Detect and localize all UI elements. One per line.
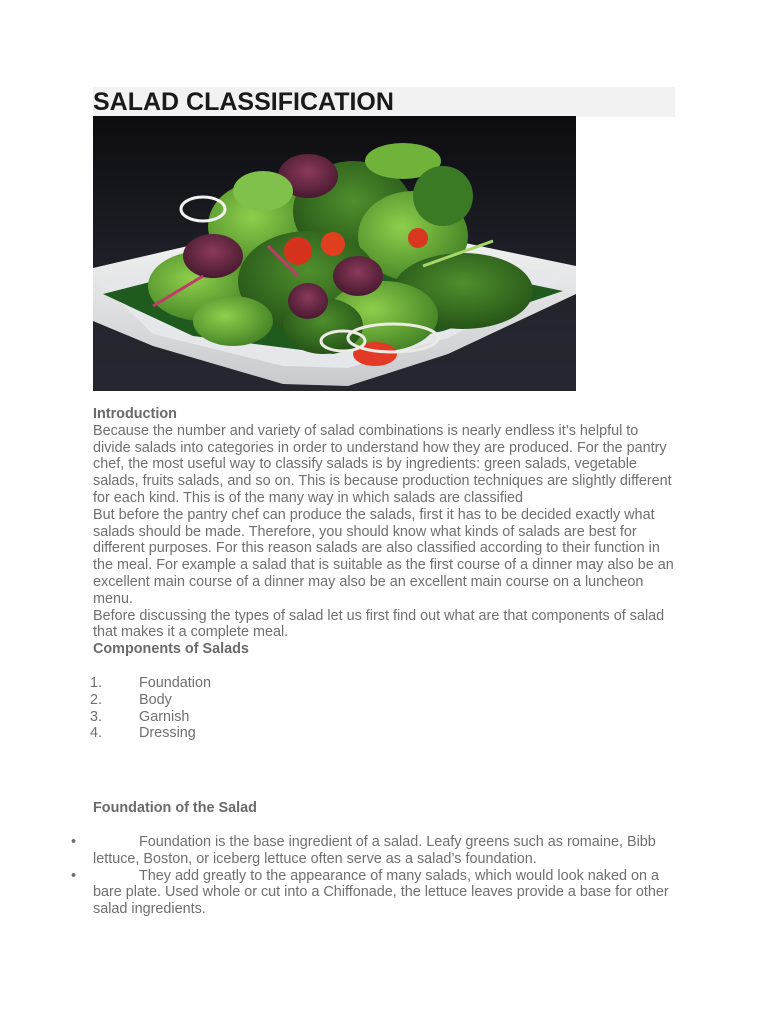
foundation-list: [71, 833, 675, 918]
list-item-number: 4.: [90, 725, 103, 742]
list-item: [90, 674, 675, 692]
components-heading: Components of Salads: [93, 641, 249, 658]
list-item-label: Garnish: [139, 708, 190, 725]
list-item-number: 2.: [90, 691, 103, 708]
bullet-item: [71, 867, 675, 918]
salad-photo: [93, 116, 576, 391]
list-item-number: 3.: [90, 708, 103, 725]
document-body: [71, 406, 675, 918]
components-list: [90, 674, 675, 742]
list-item: [90, 708, 675, 726]
list-item: [90, 725, 675, 742]
list-item-label: Body: [139, 691, 172, 708]
bullet-text: They add greatly to the appearance of many salads, which would look naked on a bare plate. Used whole or cut into a Chiffonade, the lettuce leaves provide a base for other salad ingredients.: [93, 867, 669, 918]
bullet-item: [71, 833, 675, 868]
spacer: [93, 742, 675, 800]
bullet-icon: •: [71, 867, 77, 884]
intro-paragraph: But before the pantry chef can produce the salads, first it has to be decided exactly what salads should be made. Therefore, you should know what kinds of salads are best for different purposes. For this reason salads are also classified according to their function in the meal. For example a salad that is suitable as the first course of a dinner may also be an excellent main course of a dinner may also be an excellent main course on a luncheon menu.: [93, 506, 674, 607]
bullet-text: Foundation is the base ingredient of a salad. Leafy greens such as romaine, Bibb lettuce, Boston, or iceberg lettuce often serve as a salad’s foundation.: [93, 833, 656, 867]
intro-heading: Introduction: [93, 406, 177, 422]
list-item-number: 1.: [90, 674, 103, 691]
page-title: SALAD CLASSIFICATION: [93, 88, 394, 116]
list-item: [90, 691, 675, 709]
foundation-heading: Foundation of the Salad: [93, 800, 257, 817]
list-item-label: Dressing: [139, 725, 196, 742]
intro-paragraph: Because the number and variety of salad combinations is nearly endless it’s helpful to divide salads into categories in order to understand how they are produced. For the pantry chef, the most useful way to classify salads is by ingredients: green salads, vegetable salads, fruits salads, and so on. This is because production techniques are slightly different for each kind. This is of the many way in which salads are classified: [93, 422, 672, 506]
bullet-icon: •: [71, 833, 77, 850]
intro-paragraph: Before discussing the types of salad let us first find out what are that components of salad that makes it a complete meal.: [93, 607, 665, 641]
list-item-label: Foundation: [139, 674, 212, 691]
